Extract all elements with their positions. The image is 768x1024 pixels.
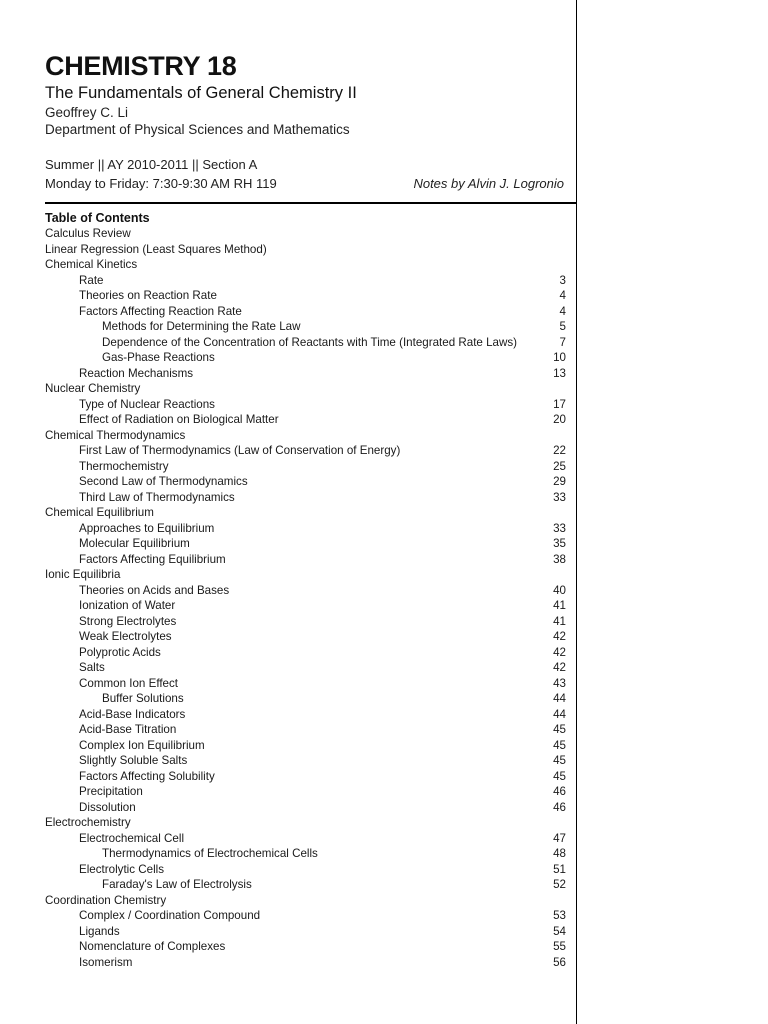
- toc-entry-page: 48: [553, 847, 566, 860]
- toc-entry: [45, 908, 566, 924]
- toc-entry: [45, 598, 566, 614]
- toc-entry: [45, 583, 566, 599]
- toc-entry-label: Ionic Equilibria: [45, 568, 121, 581]
- toc-entry-page: 22: [553, 444, 566, 457]
- toc-entry-label: Calculus Review: [45, 227, 131, 240]
- toc-entry: [45, 257, 566, 273]
- toc-entry-page: 7: [559, 335, 566, 349]
- toc-entry: [45, 490, 566, 506]
- toc-entry-page: 10: [553, 351, 566, 364]
- toc-entry-page: 33: [553, 521, 566, 535]
- toc-entry-page: 5: [559, 320, 566, 333]
- toc-entry-page: 42: [553, 661, 566, 674]
- toc-entry-page: 25: [553, 459, 566, 473]
- toc-entry-page: 3: [559, 273, 566, 287]
- toc-entry-label: Factors Affecting Equilibrium: [79, 552, 226, 566]
- header-divider: [45, 202, 577, 204]
- toc-entry-page: 35: [553, 537, 566, 550]
- toc-entry-page: 52: [553, 878, 566, 891]
- toc-entry-page: 4: [559, 289, 566, 302]
- notes-author: Notes by Alvin J. Logronio: [413, 176, 564, 191]
- toc-entry: [45, 893, 566, 909]
- toc-entry: [45, 846, 566, 862]
- toc-entry-label: First Law of Thermodynamics (Law of Conservation of Energy): [79, 444, 401, 457]
- toc-entry-page: 46: [553, 800, 566, 814]
- toc-entry: [45, 273, 566, 289]
- toc-entry-page: 42: [553, 630, 566, 643]
- toc-entry-label: Dissolution: [79, 800, 136, 814]
- toc-entry: [45, 288, 566, 304]
- toc-entry: [45, 831, 566, 847]
- toc-entry-page: 55: [553, 940, 566, 953]
- term-info: Summer || AY 2010-2011 || Section A: [45, 157, 258, 172]
- toc-entry: [45, 769, 566, 785]
- toc-entry-label: Electrochemical Cell: [79, 831, 185, 845]
- toc-entry-page: 44: [553, 707, 566, 721]
- toc-entry-label: Acid-Base Titration: [79, 723, 177, 736]
- toc-entry-page: 40: [553, 583, 566, 597]
- toc-entry: [45, 676, 566, 692]
- course-code-title: CHEMISTRY 18: [45, 51, 237, 81]
- toc-entry: [45, 552, 566, 568]
- toc-entry: [45, 397, 566, 413]
- toc-entry-label: Dependence of the Concentration of Reactants with Time (Integrated Rate Laws): [102, 335, 518, 349]
- toc-entry-label: Slightly Soluble Salts: [79, 754, 188, 767]
- toc-entry-label: Isomerism: [79, 955, 133, 969]
- toc-entry-label: Second Law of Thermodynamics: [79, 475, 248, 488]
- toc-entry-label: Nomenclature of Complexes: [79, 940, 226, 953]
- toc-heading: Table of Contents: [45, 211, 150, 225]
- toc-entry: [45, 242, 566, 258]
- page-margin-rule: [576, 0, 577, 1024]
- toc-entry-label: Chemical Thermodynamics: [45, 428, 186, 442]
- toc-entry-label: Common Ion Effect: [79, 676, 179, 690]
- toc-entry-label: Thermochemistry: [79, 459, 169, 473]
- toc-entry-label: Chemical Equilibrium: [45, 506, 154, 519]
- toc-entry: [45, 800, 566, 816]
- toc-entry: [45, 505, 566, 521]
- toc-entry: [45, 350, 566, 366]
- toc-entry: [45, 459, 566, 475]
- toc-entry-label: Approaches to Equilibrium: [79, 521, 215, 535]
- toc-entry: [45, 614, 566, 630]
- toc-entry-page: 54: [553, 924, 566, 938]
- toc-entry-page: 45: [553, 738, 566, 752]
- toc-entry: [45, 924, 566, 940]
- toc-entry: [45, 319, 566, 335]
- toc-entry: [45, 629, 566, 645]
- toc-entry: [45, 877, 566, 893]
- toc-entry-page: 33: [553, 490, 566, 504]
- toc-entry-label: Chemical Kinetics: [45, 258, 138, 271]
- toc-entry-label: Electrochemistry: [45, 816, 131, 829]
- toc-entry: [45, 707, 566, 723]
- toc-entry-page: 42: [553, 645, 566, 659]
- toc-entry: [45, 428, 566, 444]
- toc-entry: [45, 474, 566, 490]
- toc-entry-label: Type of Nuclear Reactions: [79, 397, 215, 411]
- toc-entry-label: Reaction Mechanisms: [79, 366, 194, 380]
- toc-entry: [45, 645, 566, 661]
- toc-entry: [45, 815, 566, 831]
- toc-entry: [45, 738, 566, 754]
- toc-entry-page: 41: [553, 599, 566, 612]
- toc-entry-page: 44: [553, 692, 566, 705]
- toc-entry-label: Electrolytic Cells: [79, 862, 165, 876]
- toc-entry-page: 51: [553, 862, 566, 876]
- toc-entry-label: Linear Regression (Least Squares Method): [45, 242, 267, 256]
- toc-entry-label: Thermodynamics of Electrochemical Cells: [102, 847, 318, 860]
- toc-entry-label: Coordination Chemistry: [45, 893, 167, 907]
- toc-entry-label: Factors Affecting Solubility: [79, 769, 215, 783]
- toc-entry: [45, 443, 566, 459]
- instructor-name: Geoffrey C. Li: [45, 105, 129, 120]
- toc-entry-label: Molecular Equilibrium: [79, 537, 190, 550]
- toc-entry-label: Methods for Determining the Rate Law: [102, 320, 301, 333]
- toc-entry: [45, 939, 566, 955]
- toc-entry: [45, 412, 566, 428]
- toc-entry: [45, 536, 566, 552]
- toc-entry-label: Complex / Coordination Compound: [79, 909, 261, 922]
- toc-entry-page: 38: [553, 552, 566, 566]
- toc-entry-page: 45: [553, 754, 566, 767]
- toc-entry: [45, 226, 566, 242]
- toc-entry-label: Ligands: [79, 924, 120, 938]
- toc-entry-label: Nuclear Chemistry: [45, 382, 141, 395]
- toc-entry-page: 45: [553, 723, 566, 736]
- toc-entry-label: Strong Electrolytes: [79, 614, 177, 628]
- table-of-contents: [45, 226, 566, 970]
- toc-entry: [45, 660, 566, 676]
- toc-entry: [45, 862, 566, 878]
- toc-entry-label: Factors Affecting Reaction Rate: [79, 304, 242, 318]
- toc-entry-page: 17: [553, 397, 566, 411]
- toc-entry-label: Gas-Phase Reactions: [102, 351, 215, 364]
- toc-entry-page: 4: [559, 304, 566, 318]
- toc-entry: [45, 955, 566, 971]
- toc-entry-label: Buffer Solutions: [102, 692, 184, 705]
- toc-entry-label: Rate: [79, 273, 104, 287]
- toc-entry: [45, 722, 566, 738]
- toc-entry-label: Theories on Reaction Rate: [79, 289, 217, 302]
- toc-entry-label: Faraday's Law of Electrolysis: [102, 878, 252, 891]
- toc-entry-page: 20: [553, 413, 566, 426]
- toc-entry-label: Theories on Acids and Bases: [79, 583, 230, 597]
- toc-entry: [45, 753, 566, 769]
- toc-entry-label: Effect of Radiation on Biological Matter: [79, 413, 279, 426]
- toc-entry-label: Salts: [79, 661, 105, 674]
- toc-entry-label: Third Law of Thermodynamics: [79, 490, 235, 504]
- toc-entry-page: 53: [553, 909, 566, 922]
- toc-entry: [45, 521, 566, 537]
- toc-entry-page: 45: [553, 769, 566, 783]
- toc-entry-label: Polyprotic Acids: [79, 645, 161, 659]
- toc-entry: [45, 567, 566, 583]
- department-name: Department of Physical Sciences and Mathematics: [45, 122, 350, 137]
- toc-entry-page: 46: [553, 785, 566, 798]
- toc-entry-label: Acid-Base Indicators: [79, 707, 186, 721]
- toc-entry-page: 56: [553, 955, 566, 969]
- toc-entry-label: Weak Electrolytes: [79, 630, 172, 643]
- schedule-info: Monday to Friday: 7:30-9:30 AM RH 119: [45, 176, 277, 191]
- toc-entry-label: Complex Ion Equilibrium: [79, 738, 205, 752]
- toc-entry: [45, 304, 566, 320]
- toc-entry: [45, 691, 566, 707]
- toc-entry-page: 43: [553, 676, 566, 690]
- toc-entry-page: 29: [553, 475, 566, 488]
- toc-entry-page: 41: [553, 614, 566, 628]
- toc-entry: [45, 381, 566, 397]
- toc-entry-page: 47: [553, 831, 566, 845]
- course-subtitle: The Fundamentals of General Chemistry II: [45, 84, 357, 102]
- toc-entry: [45, 366, 566, 382]
- toc-entry-label: Precipitation: [79, 785, 143, 798]
- toc-entry: [45, 784, 566, 800]
- toc-entry: [45, 335, 566, 351]
- toc-entry-label: Ionization of Water: [79, 599, 176, 612]
- toc-entry-page: 13: [553, 366, 566, 380]
